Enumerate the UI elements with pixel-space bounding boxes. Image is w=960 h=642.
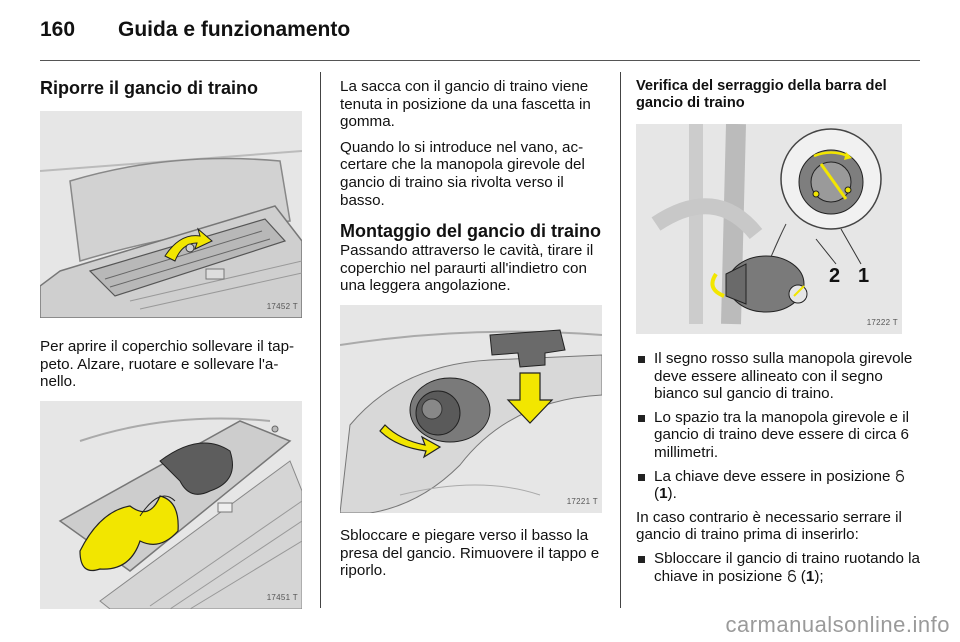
column-1 [40, 78, 306, 609]
list-item: Sbloccare il gancio di traino ruotando la chiave in posizione (1); [636, 550, 924, 585]
figure-bumper-cover [340, 305, 602, 513]
text-unlock-fold: Sbloccare e piegare verso il basso la presa del gancio. Rimuovere il tappo e riporlo. [340, 526, 600, 580]
text-bag-strap: La sacca con il gancio di traino viene tenuta in posizione da una fascetta in gomma. [340, 78, 591, 131]
text-open-cover: Per aprire il coperchio sollevare il tappeto. Alzare, ruotare e sollevare l'anello. [40, 338, 295, 391]
column-divider-1 [320, 72, 321, 608]
column-3 [636, 78, 924, 591]
callout-2: 2 [829, 265, 841, 287]
bullet-square-icon [638, 356, 645, 363]
list-item: Il segno rosso sulla manopola girevole deve essere allineato con il segno bianco sul gancio di traino. [636, 350, 924, 403]
procedure-list [636, 550, 924, 585]
text-otherwise-tighten: In caso contrario è necessario serrare il gancio di traino prima di inserirlo: [636, 508, 902, 544]
bullet-square-icon [638, 415, 645, 422]
figure-trunk-cover [40, 111, 302, 318]
heading-check-tightening: Verifica del serraggio della barra del gancio di traino [636, 78, 887, 111]
bullet-square-icon [638, 474, 645, 481]
heading-mount-hook: Montaggio del gancio di traino [340, 221, 601, 242]
callout-1: 1 [858, 265, 870, 287]
figure-code: 17452 T [266, 302, 298, 312]
watermark: carmanualsonline.info [725, 612, 950, 637]
column-2 [340, 78, 606, 588]
figure-tow-bar-check [636, 124, 902, 334]
figure-tow-hook-bag [40, 401, 302, 609]
page-number: 160 [40, 18, 76, 41]
text-pull-cover: Passando attraverso le cavità, tirare il coperchio nel paraurti all'indietro con una leggera angolazione. [340, 242, 594, 295]
text-insert-compartment: Quando lo si introduce nel vano, accertare che la manopola girevole del gancio di traino sia rivolta verso il basso. [340, 138, 585, 209]
key-position-icon [895, 469, 905, 483]
header-rule [40, 60, 920, 61]
list-item: Lo spazio tra la manopola girevole e il gancio di traino deve essere di circa 6 millimetri. [636, 409, 924, 462]
heading-store-hook: Riporre il gancio di traino [40, 78, 259, 98]
key-position-icon [787, 569, 797, 583]
bullet-square-icon [638, 556, 645, 563]
figure-code: 17222 T [866, 318, 898, 328]
position-ref: 1 [805, 567, 815, 585]
position-ref: 1 [659, 485, 668, 503]
figure-code: 17221 T [566, 497, 598, 507]
page-header [40, 18, 920, 58]
check-list [636, 350, 924, 503]
section-title: Guida e funzionamento [118, 18, 351, 41]
figure-code: 17451 T [266, 593, 298, 603]
list-item: La chiave deve essere in posizione (1). [636, 468, 924, 503]
column-divider-2 [620, 72, 621, 608]
